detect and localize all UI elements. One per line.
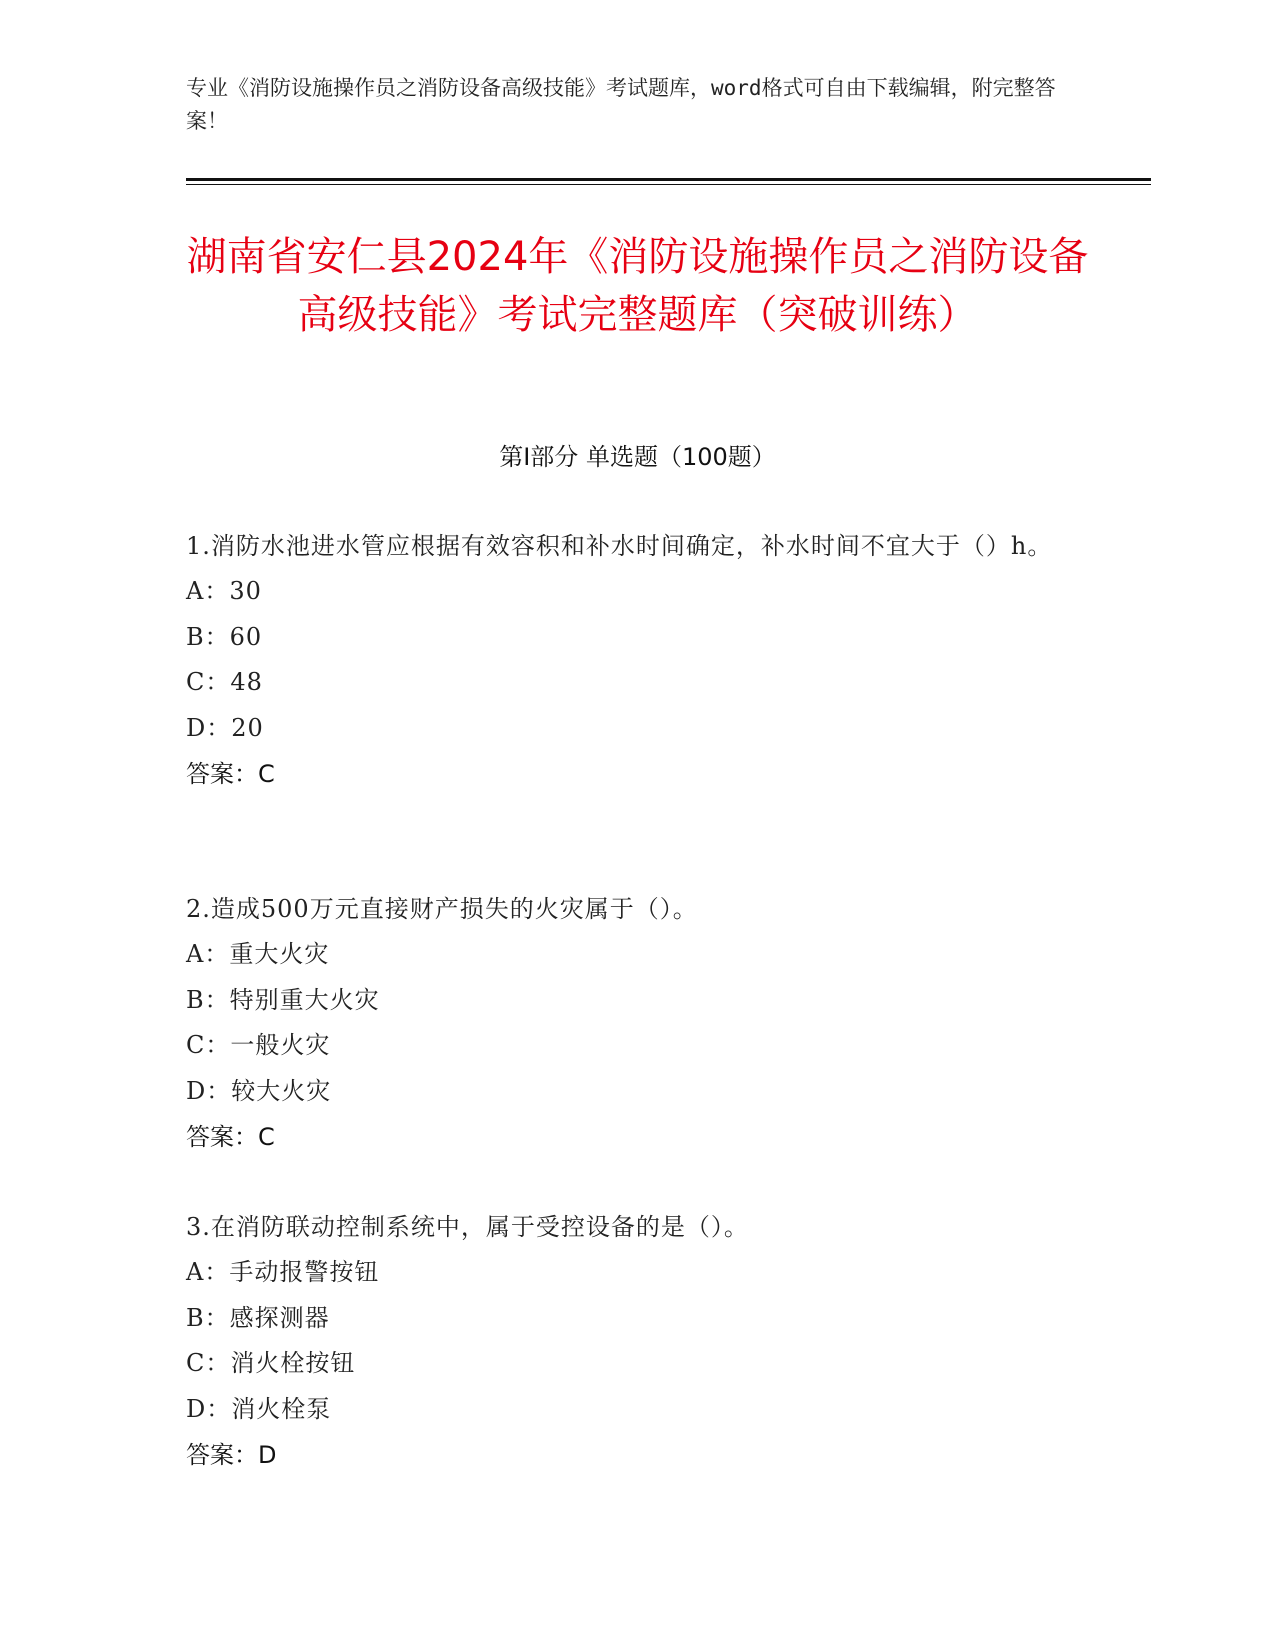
answer: 答案：C	[186, 760, 275, 788]
option-a: A：手动报警按钮	[186, 1258, 380, 1286]
document-title: 湖南省安仁县2024年《消防设施操作员之消防设备高级技能》考试完整题库（突破训练）	[186, 234, 1089, 338]
option-b: B：感探测器	[186, 1303, 330, 1332]
option-d: D：消火栓泵	[186, 1394, 332, 1423]
option-d: D：20	[186, 713, 264, 742]
answer: 答案：D	[186, 1441, 277, 1469]
question-2	[186, 886, 1066, 1160]
option-a: A：30	[186, 577, 262, 605]
option-c: C：48	[186, 668, 263, 696]
option-c: C：消火栓按钮	[186, 1349, 356, 1377]
question-1	[186, 523, 1066, 797]
header-divider-thick	[186, 178, 1151, 181]
answer: 答案：C	[186, 1123, 275, 1151]
option-d: D：较大火灾	[186, 1076, 332, 1105]
option-a: A：重大火灾	[186, 940, 330, 968]
question-3	[186, 1204, 1066, 1478]
question-stem: 3.在消防联动控制系统中，属于受控设备的是（）。	[186, 1213, 749, 1241]
option-c: C：一般火灾	[186, 1031, 331, 1059]
section-heading: 第Ⅰ部分 单选题（100题）	[499, 443, 776, 471]
header-divider-thin	[186, 184, 1151, 185]
header-note: 专业《消防设施操作员之消防设备高级技能》考试题库，word格式可自由下载编辑，附完整答案！	[186, 76, 1056, 133]
question-stem: 1.消防水池进水管应根据有效容积和补水时间确定，补水时间不宜大于（）h。	[186, 532, 1053, 560]
question-stem: 2.造成500万元直接财产损失的火灾属于（）。	[186, 895, 698, 923]
option-b: B：60	[186, 622, 263, 651]
option-b: B：特别重大火灾	[186, 985, 380, 1014]
